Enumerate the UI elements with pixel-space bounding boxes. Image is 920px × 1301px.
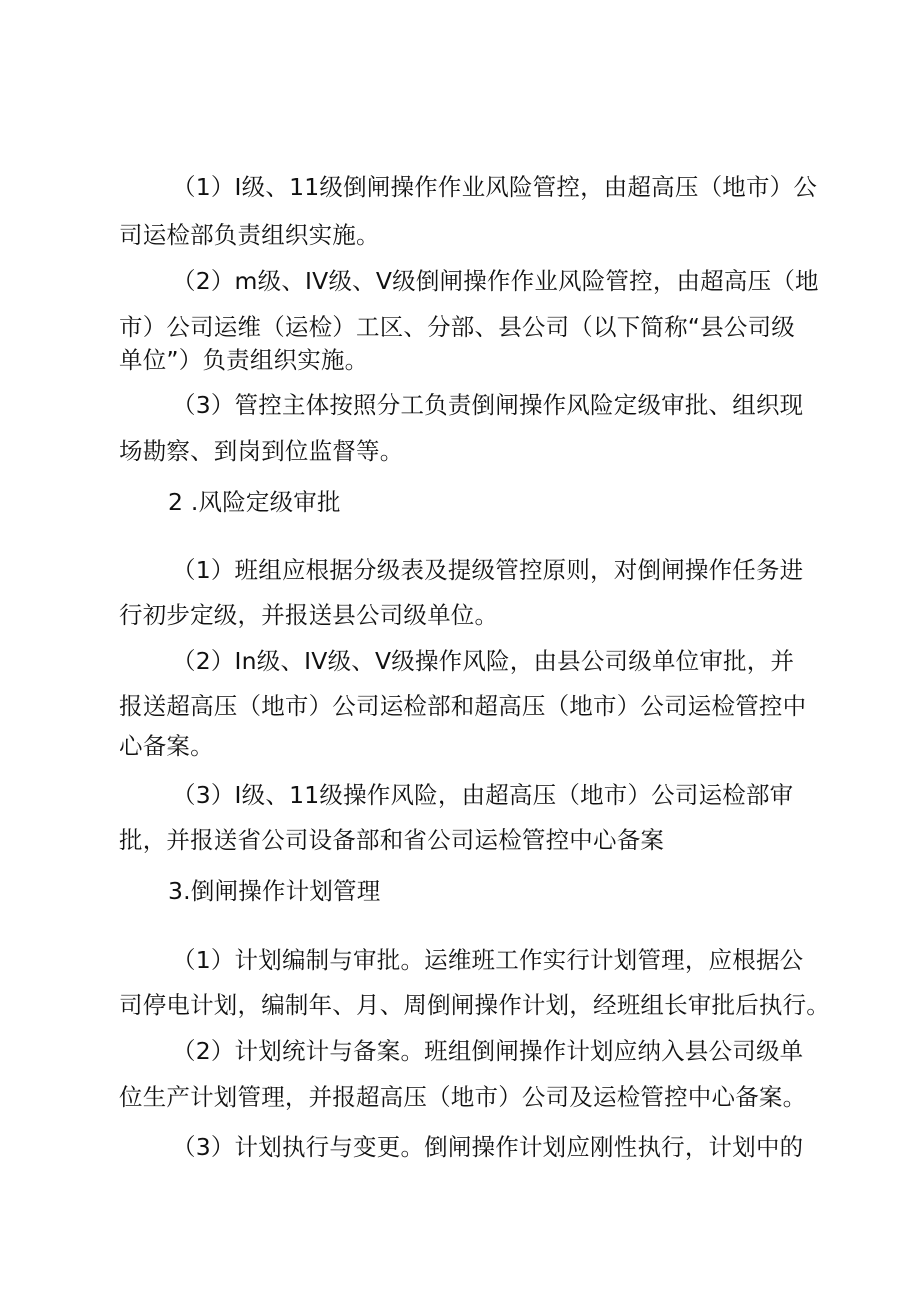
paragraph-line: 司运检部负责组织实施。	[119, 221, 380, 249]
paragraph-line: 场勘察、到岗到位监督等。	[119, 437, 404, 465]
paragraph-line: 市）公司运维（运检）工区、分部、县公司（以下简称“县公司级	[119, 313, 795, 341]
paragraph-line: （2）In级、IV级、V级操作风险，由县公司级单位审批，并	[172, 647, 795, 675]
paragraph-line: （3）计划执行与变更。倒闸操作计划应刚性执行，计划中的	[172, 1133, 804, 1161]
paragraph-line: （2）计划统计与备案。班组倒闸操作计划应纳入县公司级单	[172, 1037, 804, 1065]
section-heading: 3.倒闸操作计划管理	[168, 877, 381, 905]
section-heading: 2 .风险定级审批	[168, 488, 341, 516]
paragraph-line: 心备案。	[119, 732, 214, 760]
paragraph-line: （2）m级、IV级、V级倒闸操作作业风险管控，由超高压（地	[172, 267, 819, 295]
paragraph-line: （3）管控主体按照分工负责倒闸操作风险定级审批、组织现	[172, 391, 804, 419]
paragraph-line: 司停电计划，编制年、月、周倒闸操作计划，经班组长审批后执行。	[119, 991, 830, 1019]
paragraph-line: 报送超高压（地市）公司运检部和超高压（地市）公司运检管控中	[119, 692, 807, 720]
paragraph-line: （1）I级、11级倒闸操作作业风险管控，由超高压（地市）公	[172, 173, 818, 201]
paragraph-line: 单位”）负责组织实施。	[119, 346, 369, 374]
paragraph-line: （3）I级、11级操作风险，由超高压（地市）公司运检部审	[172, 781, 794, 809]
paragraph-line: 行初步定级，并报送县公司级单位。	[119, 601, 499, 629]
paragraph-line: （1）班组应根据分级表及提级管控原则，对倒闸操作任务进	[172, 556, 804, 584]
paragraph-line: 位生产计划管理，并报超高压（地市）公司及运检管控中心备案。	[119, 1083, 807, 1111]
paragraph-line: 批，并报送省公司设备部和省公司运检管控中心备案	[119, 826, 665, 854]
paragraph-line: （1）计划编制与审批。运维班工作实行计划管理，应根据公	[172, 946, 804, 974]
